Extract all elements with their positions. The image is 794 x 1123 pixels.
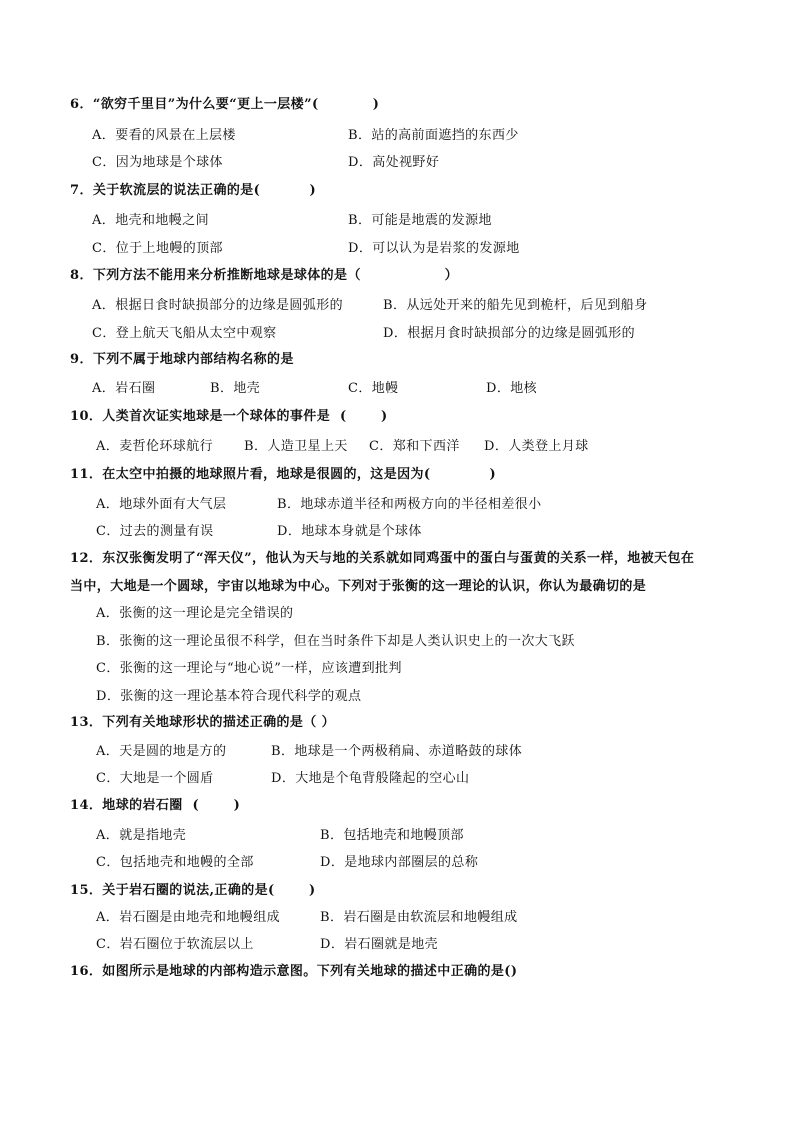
q13-option-c: C．大地是一个圆盾: [96, 771, 214, 786]
q14-option-d: D．是地球内部圈层的总称: [320, 855, 479, 870]
q12-option-d: D．张衡的这一理论基本符合现代科学的观点: [96, 689, 362, 704]
q7-option-c: C．位于上地幔的顶部: [92, 241, 223, 256]
q13-option-a: A．天是圆的地是方的: [96, 744, 227, 759]
q11-option-c: C．过去的测量有误: [96, 524, 214, 539]
q10-option-c: C．郑和下西洋: [369, 439, 460, 454]
question-12-stem-line-2: 当中，大地是一个圆球，宇宙以地球为中心。下列对于张衡的这一理论的认识，你认为最确切的是: [70, 579, 647, 594]
question-7-stem: 7．关于软流层的说法正确的是( ): [70, 183, 317, 198]
q10-option-d: D．人类登上月球: [484, 439, 589, 454]
question-13-stem: 13．下列有关地球形状的描述正确的是（ ）: [70, 715, 336, 730]
q6-option-d: D．高处视野好: [348, 155, 440, 170]
q9-option-b: B．地壳: [210, 381, 261, 396]
question-12-stem-line-1: 12．东汉张衡发明了“浑天仪”，他认为天与地的关系就如同鸡蛋中的蛋白与蛋黄的关系一样，地被天包在: [70, 551, 695, 566]
q15-option-c: C．岩石圈位于软流层以上: [96, 937, 254, 952]
q8-option-a: A．根据日食时缺损部分的边缘是圆弧形的: [92, 298, 343, 313]
q12-option-b: B．张衡的这一理论虽很不科学，但在当时条件下却是人类认识史上的一次大飞跃: [96, 634, 575, 649]
q9-option-d: D．地核: [486, 381, 538, 396]
q11-option-a: A．地球外面有大气层: [96, 497, 227, 512]
q11-option-d: D．地球本身就是个球体: [277, 524, 422, 539]
q7-option-a: A．地壳和地幔之间: [92, 213, 209, 228]
q11-option-b: B．地球赤道半径和两极方向的半径相差很小: [277, 497, 542, 512]
question-14-stem: 14．地球的岩石圈 ( ): [70, 798, 241, 813]
question-10-stem: 10．人类首次证实地球是一个球体的事件是 ( ): [70, 409, 388, 424]
q14-option-b: B．包括地壳和地幔顶部: [320, 828, 464, 843]
q6-option-a: A．要看的风景在上层楼: [92, 128, 236, 143]
q6-option-b: B．站的高前面遮挡的东西少: [348, 128, 519, 143]
question-9-stem: 9．下列不属于地球内部结构名称的是: [70, 352, 294, 367]
q8-option-b: B．从远处开来的船先见到桅杆，后见到船身: [383, 298, 648, 313]
q14-option-a: A．就是指地壳: [96, 828, 187, 843]
question-15-stem: 15．关于岩石圈的说法,正确的是( ): [70, 883, 316, 898]
q8-option-c: C．登上航天飞船从太空中观察: [92, 326, 277, 341]
q15-option-a: A．岩石圈是由地壳和地幔组成: [96, 910, 280, 925]
question-11-stem: 11．在太空中拍摄的地球照片看，地球是很圆的，这是因为( ): [70, 467, 497, 482]
q12-option-a: A．张衡的这一理论是完全错误的: [96, 606, 294, 621]
q13-option-d: D．大地是个龟背般隆起的空心山: [271, 771, 470, 786]
q10-option-a: A．麦哲伦环球航行: [96, 439, 213, 454]
question-16-stem: 16．如图所示是地球的内部构造示意图。下列有关地球的描述中正确的是(): [70, 964, 518, 979]
question-8-stem: 8．下列方法不能用来分析推断地球是球体的是（ ）: [70, 268, 458, 283]
q13-option-b: B．地球是一个两极稍扁、赤道略鼓的球体: [271, 744, 523, 759]
q14-option-c: C．包括地壳和地幔的全部: [96, 855, 254, 870]
q10-option-b: B．人造卫星上天: [244, 439, 348, 454]
q6-option-c: C．因为地球是个球体: [92, 155, 223, 170]
q7-option-d: D．可以认为是岩浆的发源地: [348, 241, 520, 256]
q15-option-b: B．岩石圈是由软流层和地幔组成: [320, 910, 518, 925]
q9-option-c: C．地幔: [348, 381, 399, 396]
q7-option-b: B．可能是地震的发源地: [348, 213, 492, 228]
question-6-stem: 6．“欲穷千里目”为什么要“更上一层楼”( ): [70, 97, 380, 112]
q12-option-c: C．张衡的这一理论与“地心说”一样，应该遭到批判: [96, 661, 402, 676]
q15-option-d: D．岩石圈就是地壳: [320, 937, 439, 952]
q9-option-a: A．岩石圈: [92, 381, 156, 396]
q8-option-d: D．根据月食时缺损部分的边缘是圆弧形的: [383, 326, 636, 341]
